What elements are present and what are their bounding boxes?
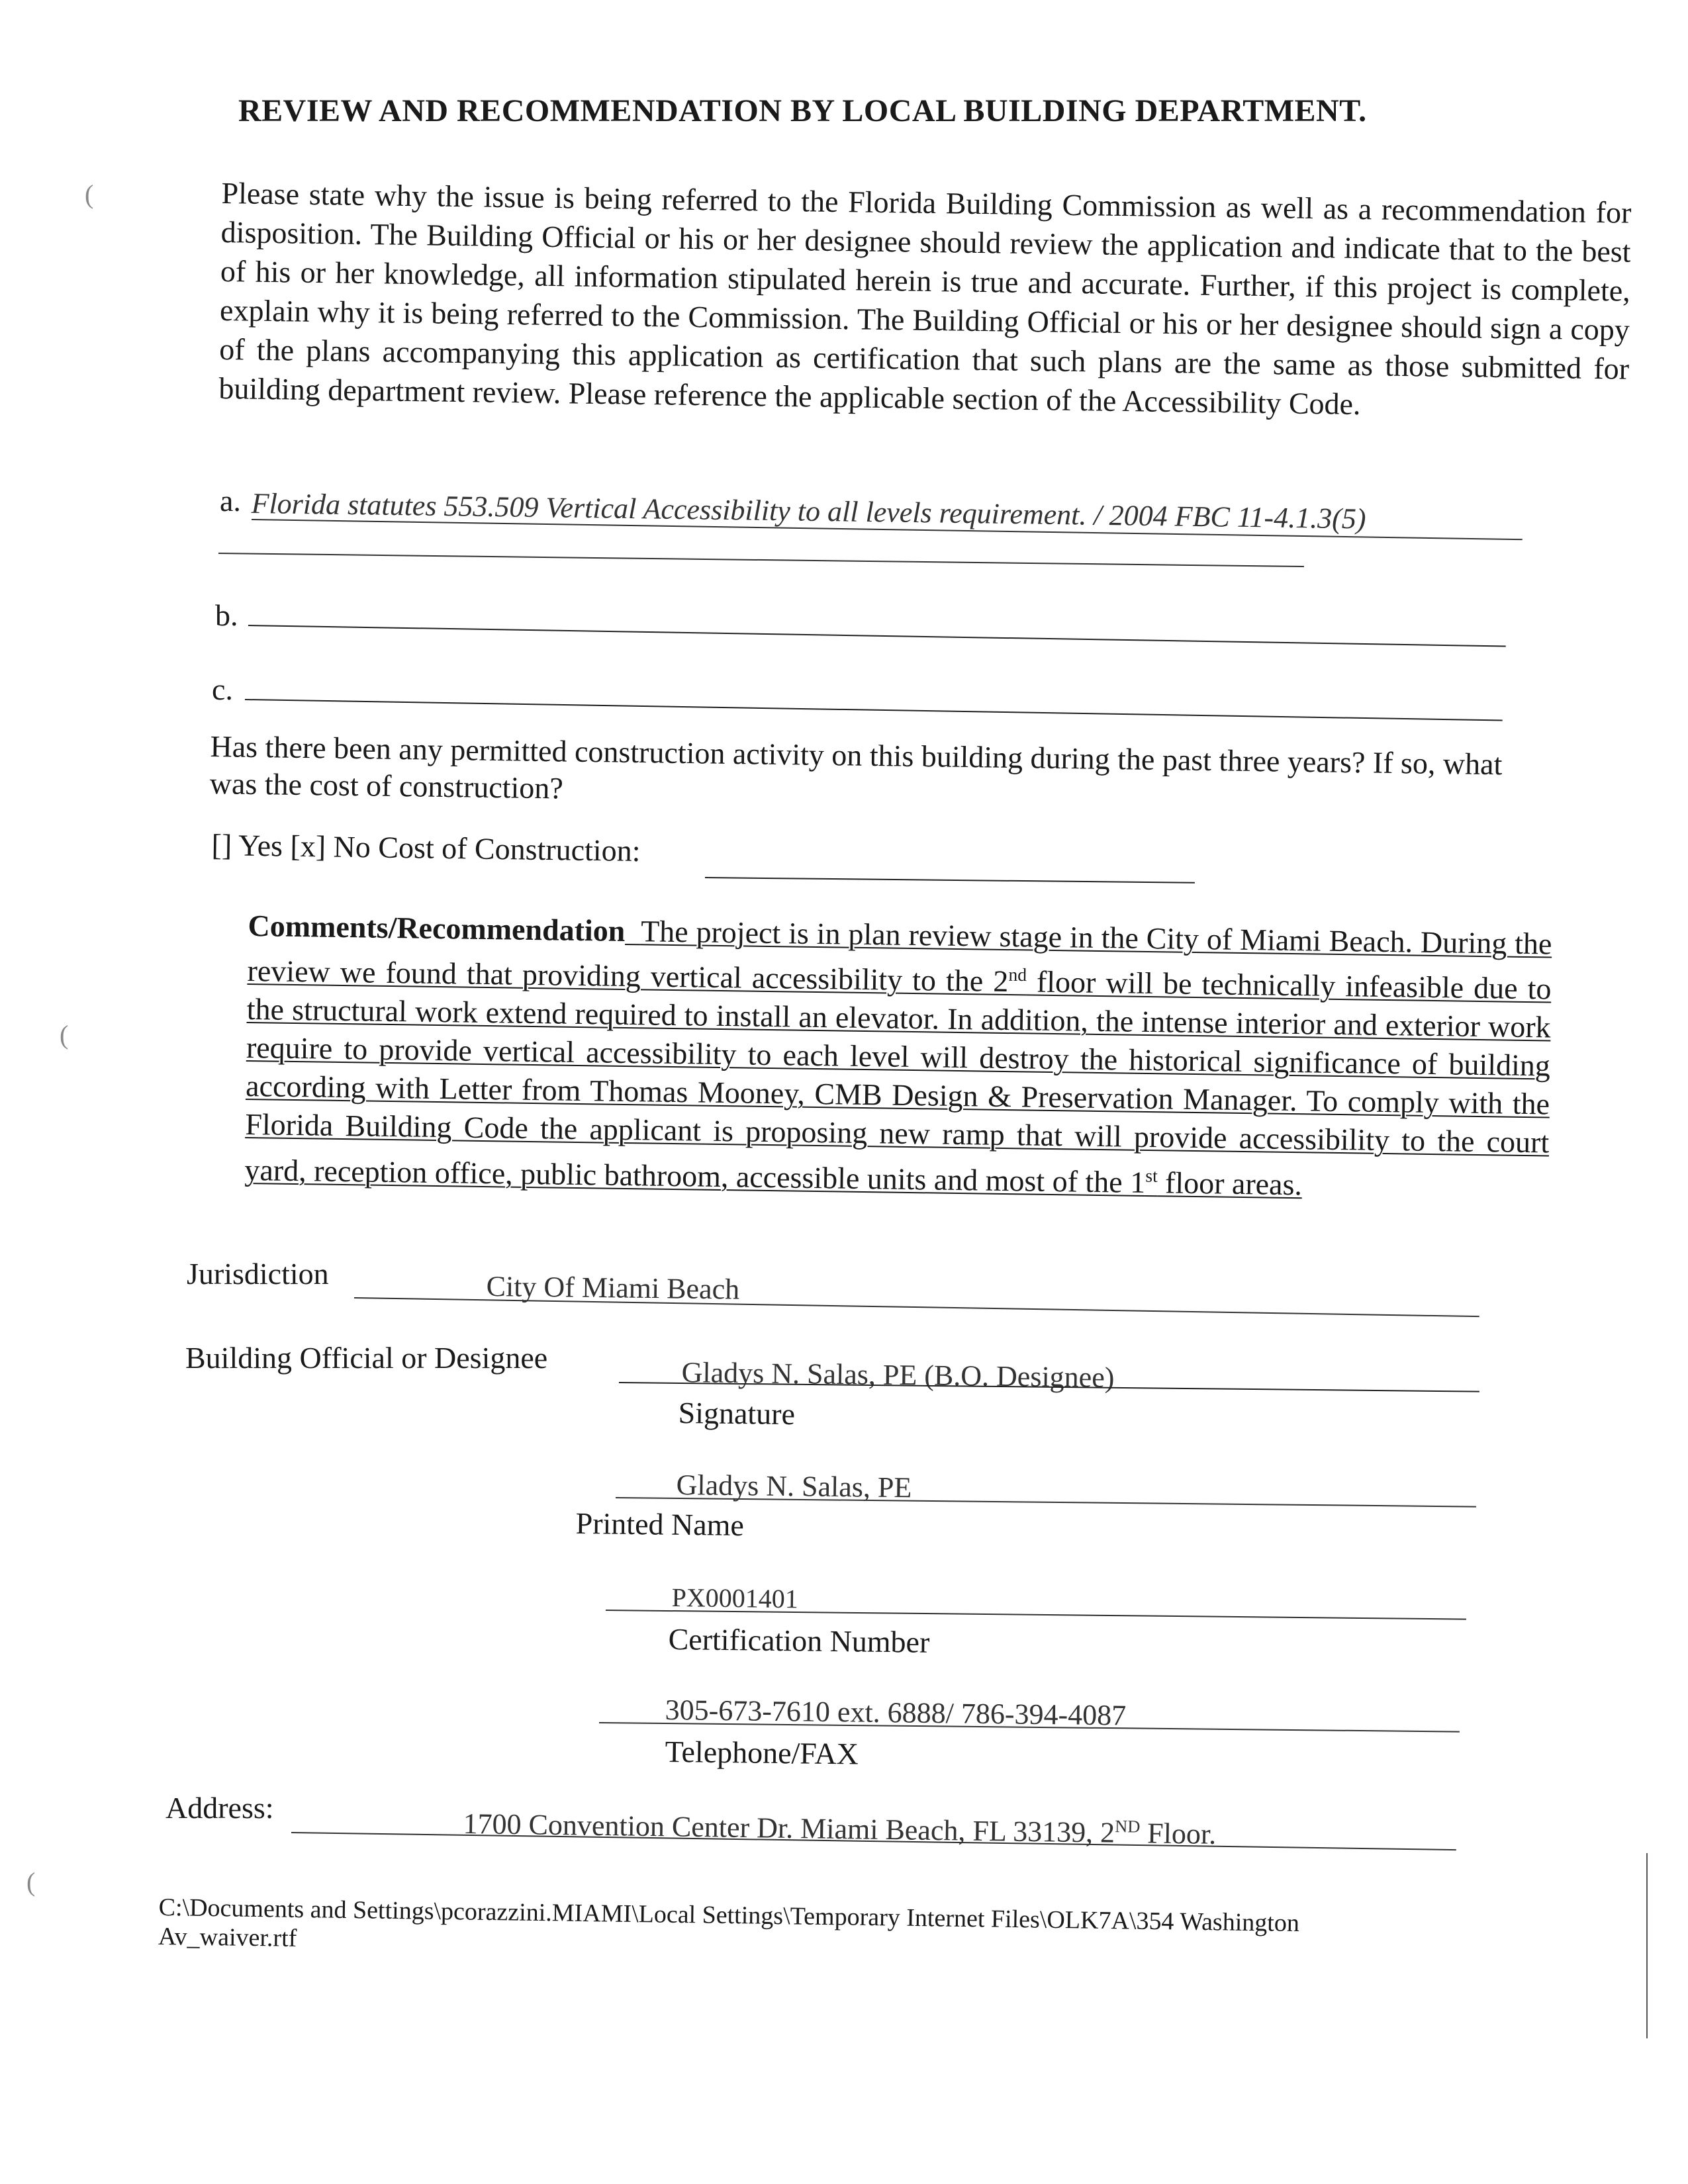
no-label: No: [333, 829, 371, 864]
scan-mark: (: [60, 1020, 69, 1050]
signature-label: Signature: [678, 1396, 796, 1432]
comments-text-part3: floor areas.: [1157, 1165, 1303, 1201]
comments-text-part2: floor will be technically infeasible due to the structural work extend required to install an elevator. In addition, the intense interior and exterior work require to provide vertical accessibility to each level will destroy the historical significance of building according with Letter from Thomas Mooney, CMB Design & Preservation Manager. To comply with the Florida Building Code the applicant is proposing new ramp that will provide accessibility to the court yard, reception office, public bathroom, accessible units and most of the 1: [244, 964, 1552, 1199]
construction-answer-row: [211, 827, 641, 868]
page-title: REVIEW AND RECOMMENDATION BY LOCAL BUILDING DEPARTMENT.: [238, 93, 1367, 128]
scan-mark: (: [85, 179, 94, 209]
yes-checkbox[interactable]: []: [211, 827, 232, 862]
address-label: Address:: [165, 1791, 274, 1825]
scan-edge-mark: [1646, 1853, 1648, 2038]
item-a-label: a.: [220, 484, 241, 518]
jurisdiction-value: City Of Miami Beach: [486, 1269, 740, 1306]
item-a-line-2: [218, 553, 1304, 567]
cost-label: Cost of Construction:: [377, 830, 641, 868]
official-label: Building Official or Designee: [185, 1341, 548, 1375]
comments-recommendation: [244, 907, 1552, 1207]
printed-name-value: Gladys N. Salas, PE: [676, 1469, 912, 1504]
no-checkbox[interactable]: [x]: [290, 829, 326, 864]
comments-label: Comments/Recommendation: [248, 908, 626, 948]
item-c-label: c.: [212, 672, 233, 706]
signature-value: Gladys N. Salas, PE (B.O. Designee): [681, 1356, 1115, 1394]
item-a-value: Florida statutes 553.509 Vertical Accessibility to all levels requirement. / 2004 FBC 11-4.1.3(5): [251, 486, 1366, 535]
item-b-line[interactable]: [248, 625, 1506, 647]
telephone-label: Telephone/FAX: [665, 1735, 859, 1771]
jurisdiction-line[interactable]: [354, 1297, 1479, 1317]
footer-file-path: C:\Documents and Settings\pcorazzini.MIAMI\Local Settings\Temporary Internet Files\OLK7A\354 Washington Av_waiver.rtf: [158, 1893, 1300, 1952]
comments-sup-2: st: [1145, 1165, 1158, 1186]
address-value-sup: ND: [1115, 1816, 1141, 1837]
cost-line[interactable]: [705, 877, 1195, 884]
intro-paragraph: Please state why the issue is being referred to the Florida Building Commission as well as a recommendation for disposition. The Building Official or his or her designee should review the application and indicate that to the best of his or her knowledge, all information stipulated herein is true and accurate. Further, if this project is complete, explain why it is being referred to the Commission. The Building Official or his or her designee should sign a copy of the plans accompanying this application as certification that such plans are the same as those submitted for building department review. Please reference the applicable section of the Accessibility Code.: [218, 175, 1632, 422]
construction-question: Has there been any permitted construction activity on this building during the past three years? If so, what was the cost of construction?: [209, 729, 1503, 805]
certification-value: PX0001401: [671, 1582, 799, 1614]
certification-label: Certification Number: [668, 1622, 930, 1659]
printed-name-label: Printed Name: [575, 1506, 745, 1543]
telephone-value: 305-673-7610 ext. 6888/ 786-394-4087: [665, 1694, 1127, 1732]
yes-label: Yes: [238, 828, 283, 863]
item-c-line[interactable]: [245, 699, 1503, 721]
address-value-tail: Floor.: [1139, 1817, 1217, 1850]
comments-sup-1: nd: [1008, 964, 1027, 985]
scan-mark: (: [26, 1867, 36, 1897]
item-b-label: b.: [215, 598, 238, 632]
comments-text-part1: The project is in plan review stage in the City of Miami Beach. During the review we found that providing vertical accessibility to the 2: [247, 914, 1552, 999]
jurisdiction-label: Jurisdiction: [187, 1257, 329, 1291]
address-value-main: 1700 Convention Center Dr. Miami Beach, FL 33139, 2: [463, 1807, 1115, 1849]
certification-line[interactable]: [606, 1610, 1466, 1620]
